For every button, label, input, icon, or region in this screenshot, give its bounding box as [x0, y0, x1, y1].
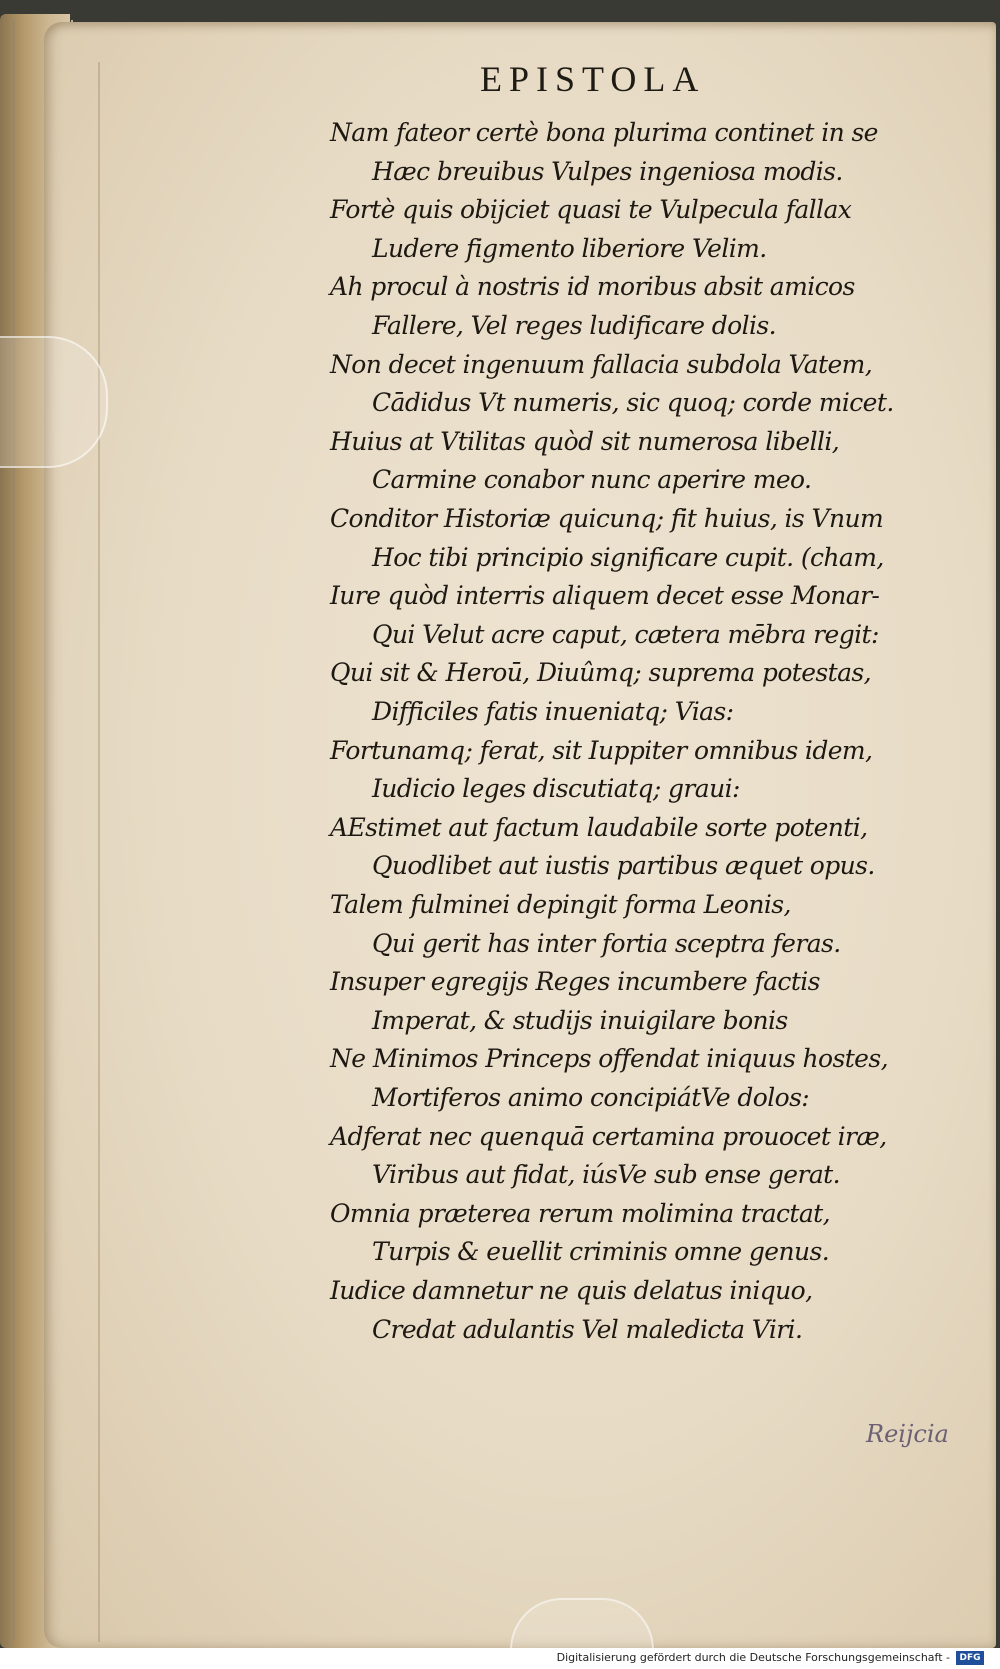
verse-line: Talem fulminei depingit forma Leonis,	[330, 890, 791, 919]
footer	[0, 1648, 1000, 1669]
page-fold	[98, 62, 100, 1642]
verse-line: Ludere figmento liberiore Velim.	[372, 234, 767, 263]
verse-line: Difficiles fatis inueniatq; Vias:	[372, 697, 734, 726]
verse-line: Fortè quis obijciet quasi te Vulpecula fallax	[330, 195, 852, 224]
verse-line: Ne Minimos Princeps offendat iniquus hostes,	[330, 1044, 888, 1073]
verse-line: Hoc tibi principio significare cupit. (cham,	[372, 543, 884, 572]
verse-line: Credat adulantis Vel maledicta Viri.	[372, 1315, 803, 1344]
verse-line: Adferat nec quenquā certamina prouocet iræ,	[330, 1122, 887, 1151]
verse-line: Carmine conabor nunc aperire meo.	[372, 465, 812, 494]
verse-line: Iudice damnetur ne quis delatus iniquo,	[330, 1276, 813, 1305]
verse-line: Cādidus Vt numeris, sic quoq; corde micet.	[372, 388, 894, 417]
dfg-logo: DFG	[956, 1651, 984, 1665]
page-heading: EPISTOLA	[480, 59, 706, 99]
verse-line: Hæc breuibus Vulpes ingeniosa modis.	[372, 157, 843, 186]
verse-line: Nam fateor certè bona plurima continet in se	[330, 118, 878, 147]
verse-line: Conditor Historiæ quicunq; fit huius, is Vnum	[330, 504, 884, 533]
verse-line: Omnia præterea rerum molimina tractat,	[330, 1199, 830, 1228]
verse-line: Ah procul à nostris id moribus absit amicos	[330, 272, 855, 301]
verse-line: Turpis & euellit criminis omne genus.	[372, 1237, 830, 1266]
verse-line: Quodlibet aut iustis partibus æquet opus.	[372, 851, 875, 880]
scanner-glare	[0, 336, 108, 468]
verse-line: Fortunamq; ferat, sit Iuppiter omnibus idem,	[330, 736, 873, 765]
verse-line: Qui sit & Heroū, Diuûmq; suprema potestas,	[330, 658, 871, 687]
verse-line: Huius at Vtilitas quòd sit numerosa libelli,	[330, 427, 840, 456]
verse-line: Imperat, & studijs inuigilare bonis	[372, 1006, 788, 1035]
verse-line: Non decet ingenuum fallacia subdola Vatem,	[330, 350, 873, 379]
catchword: Reijcia	[866, 1420, 949, 1448]
verse-line: Insuper egregijs Reges incumbere factis	[330, 967, 820, 996]
verse-line: Qui gerit has inter fortia sceptra feras.	[372, 929, 841, 958]
verse-line: AEstimet aut factum laudabile sorte potenti,	[330, 813, 868, 842]
footer-credit: Digitalisierung gefördert durch die Deutsche Forschungsgemeinschaft -	[556, 1651, 950, 1664]
verse-line: Iure quòd interris aliquem decet esse Monar-	[330, 581, 880, 610]
verse-line: Qui Velut acre caput, cætera mēbra regit:	[372, 620, 879, 649]
verse-line: Fallere, Vel reges ludificare dolis.	[372, 311, 776, 340]
verse-line: Mortiferos animo concipiátVe dolos:	[372, 1083, 810, 1112]
verse-line: Viribus aut fidat, iúsVe sub ense gerat.	[372, 1160, 840, 1189]
verse-line: Iudicio leges discutiatq; graui:	[372, 774, 740, 803]
